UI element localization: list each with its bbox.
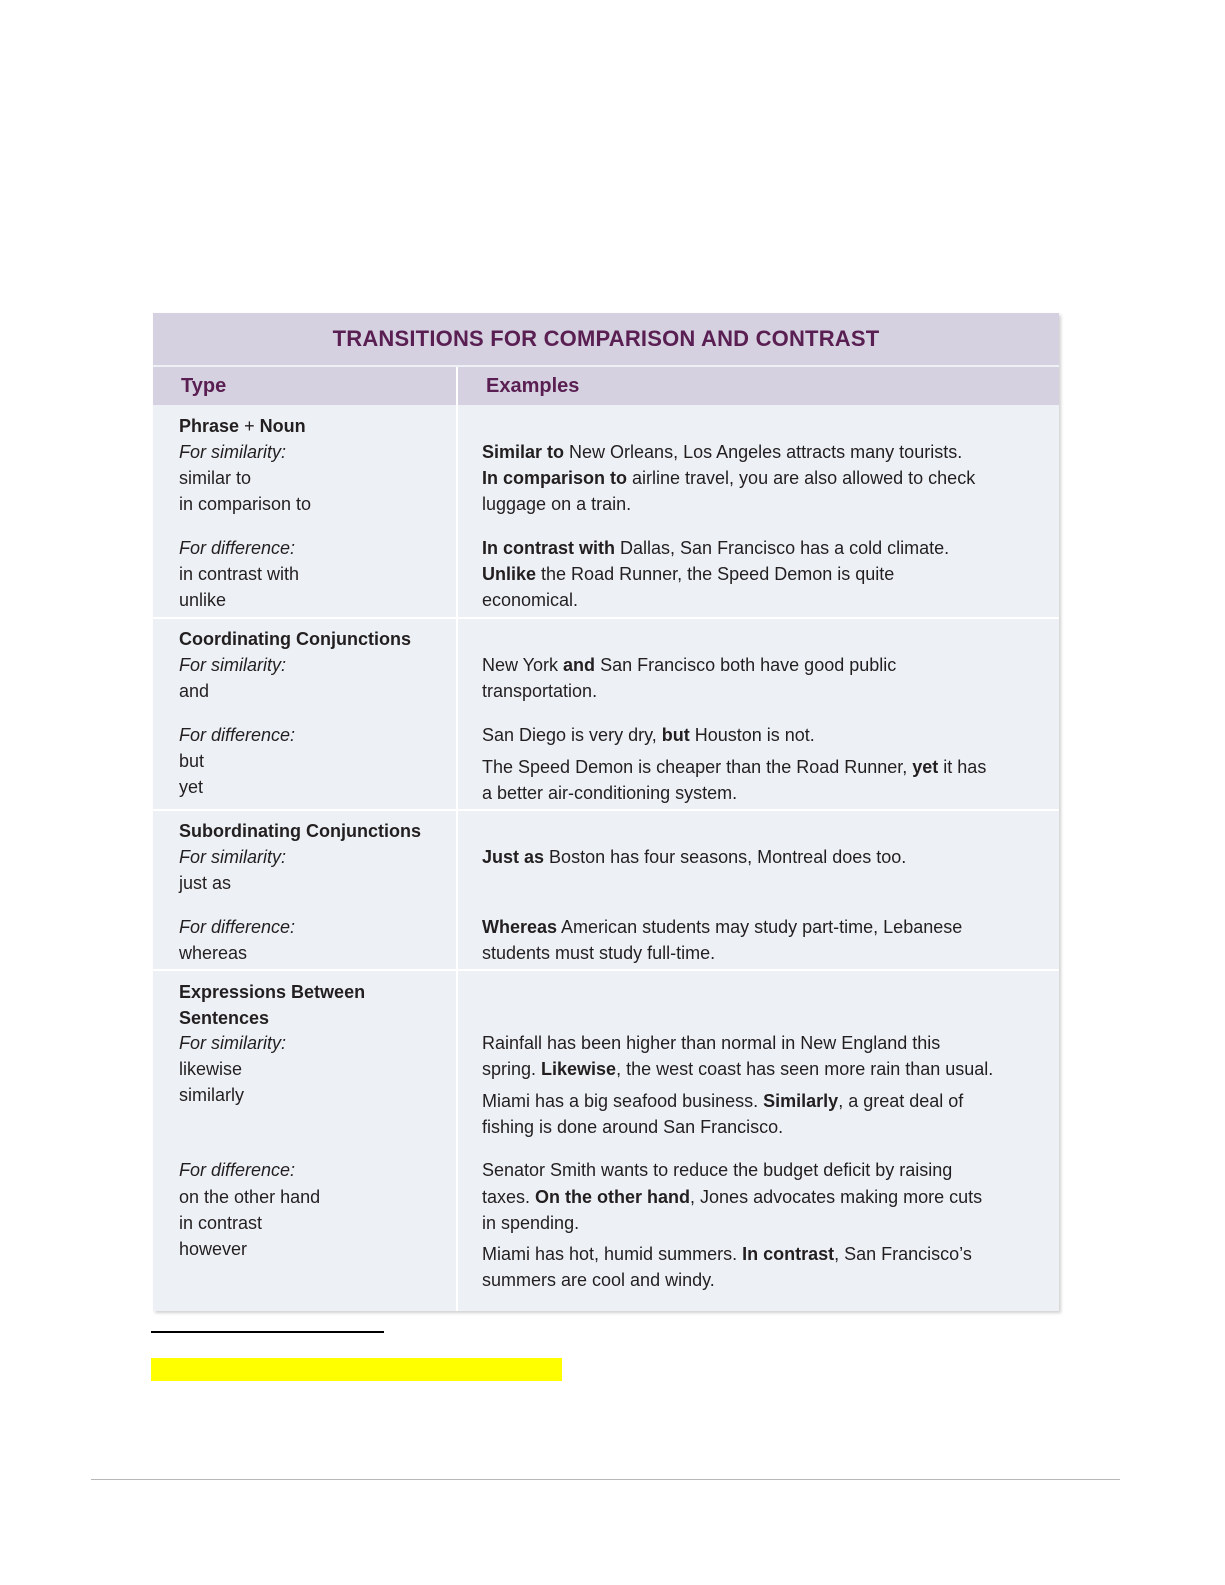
example-sentence: Senator Smith wants to reduce the budget deficit by raising [482, 1160, 953, 1180]
example-sentence: In comparison to airline travel, you are also allowed to check [482, 468, 976, 488]
transition-term: likewise [179, 1059, 243, 1079]
example-sentence: The Speed Demon is cheaper than the Road Runner, yet it has [482, 757, 987, 777]
footnote-separator [151, 1331, 384, 1333]
example-sentence: In contrast with Dallas, San Francisco has a cold climate. [482, 538, 950, 558]
difference-label: For difference: [179, 917, 296, 937]
footer-rule [91, 1479, 1120, 1480]
transition-term: whereas [179, 943, 248, 963]
example-sentence: Whereas American students may study part-time, Lebanese [482, 917, 963, 937]
column-divider [456, 367, 458, 1311]
example-sentence-continued: fishing is done around San Francisco. [482, 1117, 784, 1137]
example-sentence: New York and San Francisco both have good public [482, 655, 897, 675]
transition-term: similarly [179, 1085, 244, 1105]
transition-term: yet [179, 777, 204, 797]
transitions-table [153, 313, 1059, 1311]
transition-term: and [179, 681, 210, 701]
difference-label: For difference: [179, 725, 296, 745]
transition-term: similar to [179, 468, 252, 488]
example-sentence-continued: summers are cool and windy. [482, 1270, 715, 1290]
similarity-label: For similarity: [179, 655, 286, 675]
transition-term: however [179, 1239, 248, 1259]
column-header-examples: Examples [486, 375, 580, 397]
section-heading: Subordinating Conjunctions [179, 821, 421, 841]
table-title [153, 313, 1059, 365]
example-sentence-continued: luggage on a train. [482, 494, 632, 514]
table-header-row [153, 367, 1059, 405]
row-divider [153, 617, 1059, 619]
difference-label: For difference: [179, 1160, 296, 1180]
section-heading: Coordinating Conjunctions [179, 629, 411, 649]
similarity-label: For similarity: [179, 1033, 286, 1053]
example-sentence: Miami has hot, humid summers. In contrast, San Francisco’s [482, 1244, 972, 1264]
example-sentence-continued: in spending. [482, 1213, 580, 1233]
example-sentence: Unlike the Road Runner, the Speed Demon is quite [482, 564, 895, 584]
example-sentence: Rainfall has been higher than normal in New England this [482, 1033, 941, 1053]
section-heading: Expressions Between [179, 982, 366, 1002]
example-sentence-continued: economical. [482, 590, 579, 610]
example-sentence: San Diego is very dry, but Houston is not. [482, 725, 815, 745]
table-title-text: TRANSITIONS FOR COMPARISON AND CONTRAST [332, 326, 880, 351]
example-sentence-continued: students must study full-time. [482, 943, 716, 963]
example-sentence-continued: spring. Likewise, the west coast has seen more rain than usual. [482, 1059, 994, 1079]
transition-term: on the other hand [179, 1187, 321, 1207]
example-sentence: Similar to New Orleans, Los Angeles attracts many tourists. [482, 442, 963, 462]
transition-term: in contrast [179, 1213, 263, 1233]
example-sentence-continued: a better air-conditioning system. [482, 783, 738, 803]
difference-label: For difference: [179, 538, 296, 558]
example-sentence-continued: taxes. On the other hand, Jones advocates making more cuts [482, 1187, 983, 1207]
transition-term: in contrast with [179, 564, 300, 584]
highlighted-blank [151, 1358, 562, 1381]
section-heading-continued: Sentences [179, 1008, 270, 1028]
example-sentence: Just as Boston has four seasons, Montreal does too. [482, 847, 907, 867]
similarity-label: For similarity: [179, 847, 286, 867]
example-sentence: Miami has a big seafood business. Similarly, a great deal of [482, 1091, 964, 1111]
row-divider [153, 809, 1059, 811]
transition-term: but [179, 751, 205, 771]
row-divider [153, 969, 1059, 971]
column-header-type: Type [181, 375, 227, 397]
similarity-label: For similarity: [179, 442, 286, 462]
transition-term: in comparison to [179, 494, 312, 514]
example-sentence-continued: transportation. [482, 681, 598, 701]
section-heading: Phrase + Noun [179, 416, 306, 436]
transition-term: unlike [179, 590, 227, 610]
transition-term: just as [179, 873, 232, 893]
